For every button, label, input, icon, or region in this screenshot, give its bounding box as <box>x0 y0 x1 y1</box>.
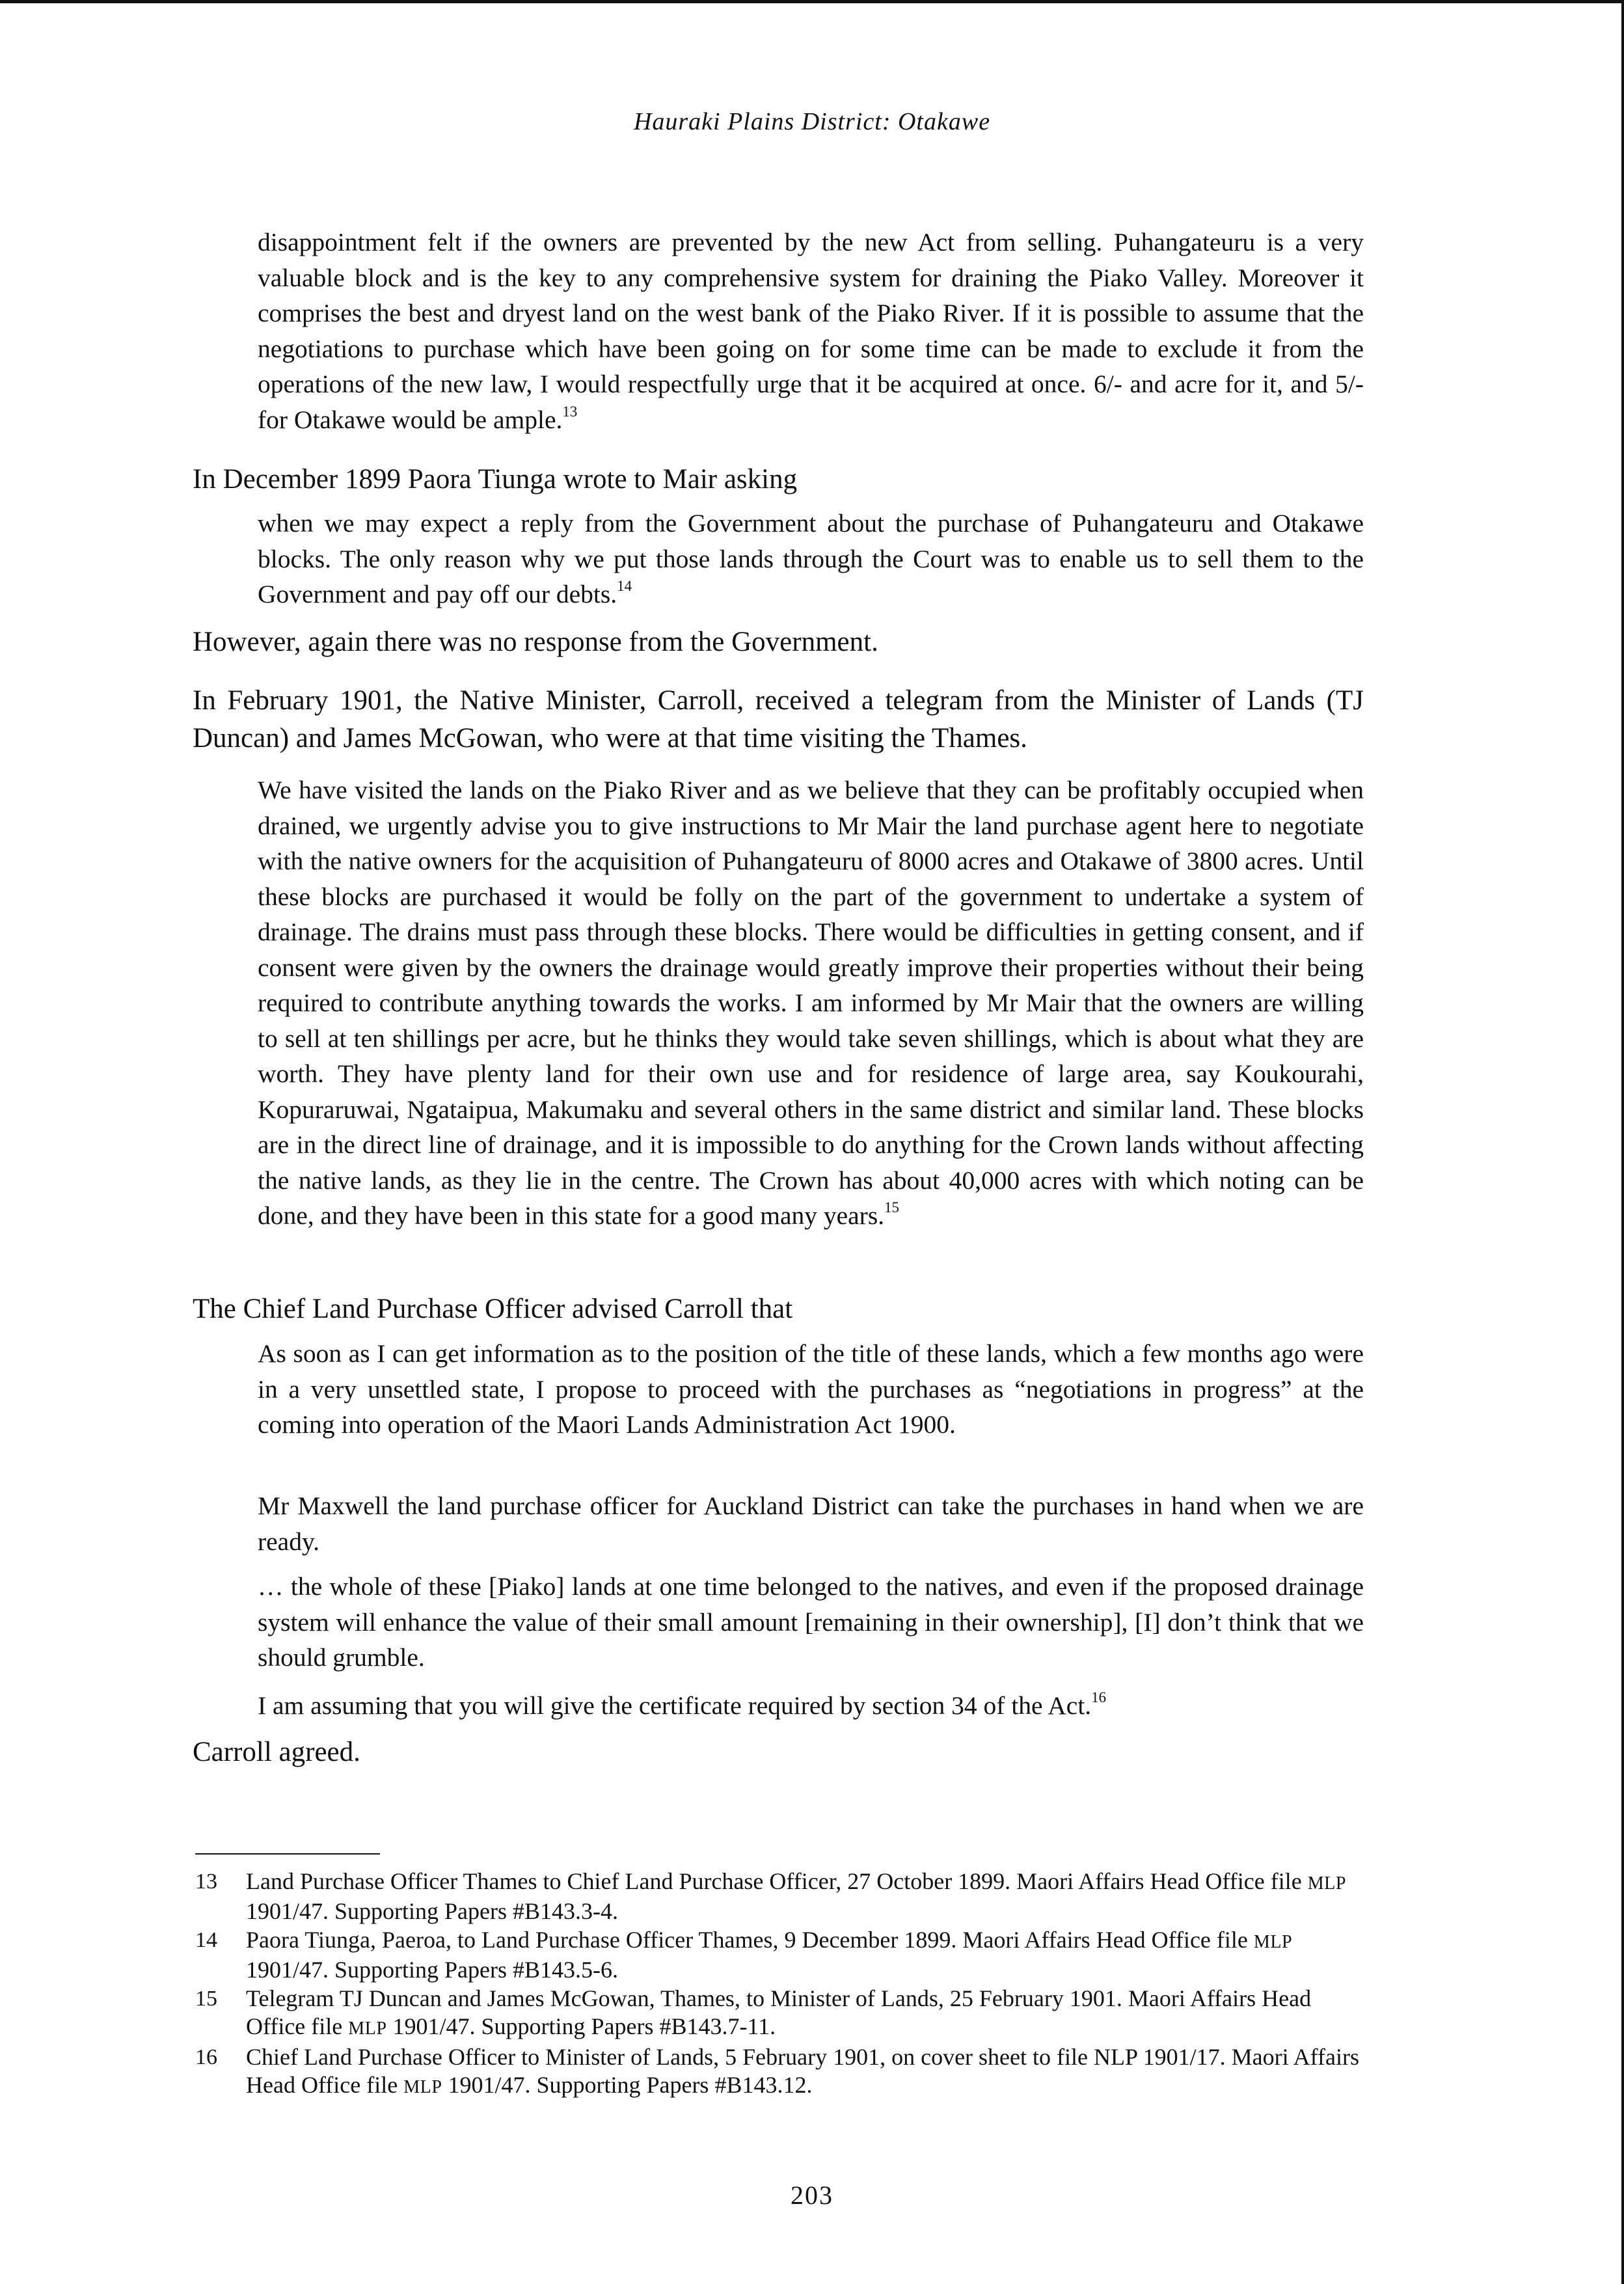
body-paragraph: The Chief Land Purchase Officer advised Carroll that <box>193 1294 793 1324</box>
block-quote: We have visited the lands on the Piako River and as we believe that they can be profitably occupied when drained, we urgently advise you to give instructions to Mr Mair the land purchase agent here to negotiate with the native owners for the acquisition of Puhangateuru of 8000 acres and Otakawe of 3800 acres. Until these blocks are purchased it would be folly on the part of the government to undertake a system of drainage. The drains must pass through these blocks. There would be difficulties in getting consent, and if consent were given by the owners the drainage would greatly improve their properties without their being required to contribute anything towards the works. I am informed by Mr Mair that the owners are willing to sell at ten shillings per acre, but he thinks they would take seven shillings, which is about what they are worth. They have plenty land for their own use and for residence of large area, say Koukourahi, Kopuraruwai, Ngataipua, Makumaku and several others in the same district and similar land. These blocks are in the direct line of drainage, and it is impossible to do anything for the Crown lands without affecting the native lands, as they lie in the centre. The Crown has about 40,000 acres with which noting can be done, and they have been in this state for a good many years.$^{15}$ <box>258 776 1364 1230</box>
footnote-number: 13 <box>195 1869 217 1894</box>
scan-edge-right <box>1621 0 1624 2284</box>
block-quote: As soon as I can get information as to the position of the title of these lands, which a few months ago were in a very unsettled state, I propose to proceed with the purchases as “negotiations in progress” at the coming into operation of the Maori Lands Administration Act 1900. <box>258 1339 1364 1439</box>
footnote-ref: 14 <box>617 578 632 595</box>
footnote-number: 16 <box>195 2045 217 2069</box>
body-paragraph: However, again there was no response from the Government. <box>193 627 878 657</box>
footnote: 14 Paora Tiunga, Paeroa, to Land Purchase Officer Thames, 9 December 1899. Maori Affairs Head Office file MLP 1901/47. Supporting Papers #B143.5-6. <box>195 1927 1293 1983</box>
footnote-ref: 16 <box>1091 1689 1107 1706</box>
footnote-ref: 13 <box>562 403 578 420</box>
block-quote: Mr Maxwell the land purchase officer for Auckland District can take the purchases in hand when we are ready. <box>258 1491 1364 1556</box>
footnote-ref: 15 <box>884 1199 899 1216</box>
block-quote: when we may expect a reply from the Government about the purchase of Puhangateuru and Otakawe blocks. The only reason why we put those lands through the Court was to enable us to sell them to the Government and pay off our debts.$^{14}$ <box>258 509 1364 608</box>
block-quote: I am assuming that you will give the certificate required by section 34 of the Act.$^{16}$ <box>258 1689 1107 1720</box>
body-paragraph: In February 1901, the Native Minister, Carroll, received a telegram from the Minister of Lands (TJ Duncan) and James McGowan, who were at that time visiting the Thames. <box>193 685 1364 754</box>
footnote: 16 Chief Land Purchase Officer to Minister of Lands, 5 February 1901, on cover sheet to file NLP 1901/17. Maori Affairs Head Office file MLP 1901/47. Supporting Papers #B143.12. <box>195 2044 1359 2098</box>
page-number: 203 <box>791 2181 833 2210</box>
body-paragraph: Carroll agreed. <box>193 1737 360 1767</box>
footnote-number: 14 <box>195 1928 217 1952</box>
footnote: 13 Land Purchase Officer Thames to Chief Land Purchase Officer, 27 October 1899. Maori Affairs Head Office file MLP 1901/47. Supporting Papers #B143.3-4. <box>195 1868 1346 1924</box>
body-paragraph: In December 1899 Paora Tiunga wrote to Mair asking <box>193 464 798 495</box>
running-head: Hauraki Plains District: Otakawe <box>633 108 991 135</box>
scan-edge-top <box>0 0 1624 3</box>
footnote: 15 Telegram TJ Duncan and James McGowan, Thames, to Minister of Lands, 25 February 1901. Maori Affairs Head Office file MLP 1901/47. Supporting Papers #B143.7-11. <box>195 1985 1312 2039</box>
footnote-rule <box>195 1853 380 1855</box>
block-quote: disappointment felt if the owners are prevented by the new Act from selling. Puhangateuru is a very valuable block and is the key to any comprehensive system for draining the Piako Valley. Moreover it comprises the best and dryest land on the west bank of the Piako River. If it is possible to assume that the negotiations to purchase which have been going on for some time can be made to exclude it from the operations of the new law, I would respectfully urge that it be acquired at once. 6/- and acre for it, and 5/- for Otakawe would be ample.$^{13}$ <box>258 228 1364 434</box>
block-quote: … the whole of these [Piako] lands at one time belonged to the natives, and even if the proposed drainage system will enhance the value of their small amount [remaining in their ownership], [I] don’t think that we should grumble. <box>258 1572 1364 1672</box>
footnote-number: 15 <box>195 1987 217 2011</box>
